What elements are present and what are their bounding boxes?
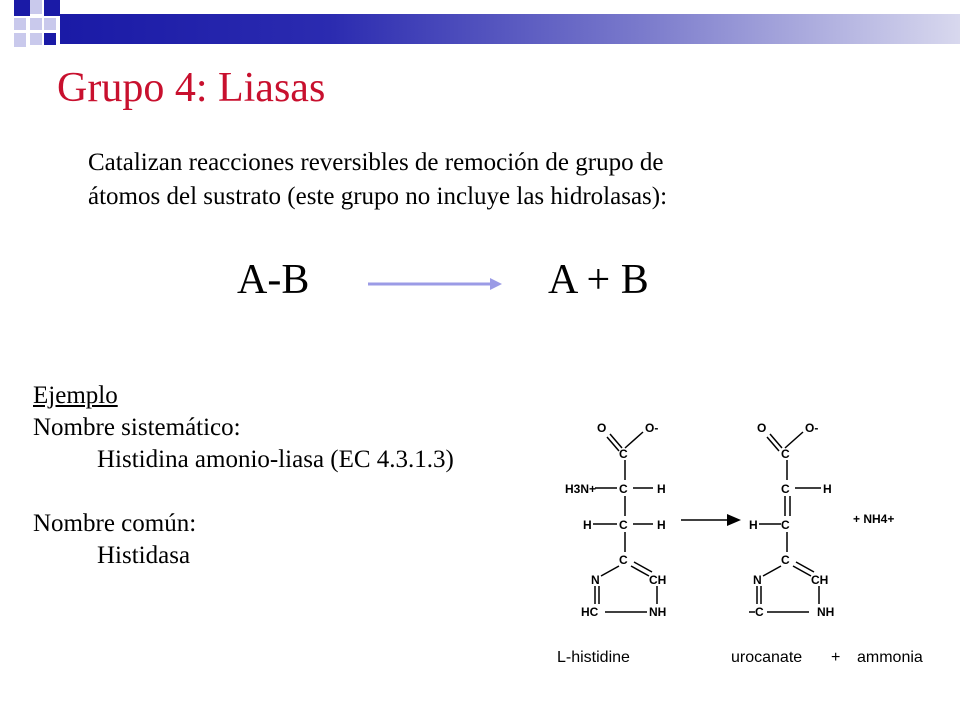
atom-label: C	[619, 482, 628, 496]
product-name: urocanate	[731, 649, 803, 666]
atom-label: N	[591, 573, 600, 587]
atom-label: C	[781, 447, 790, 461]
decor-square	[30, 33, 42, 45]
decor-square	[30, 18, 42, 30]
atom-label: C	[781, 553, 790, 567]
atom-label: H	[657, 482, 666, 496]
systematic-name-label: Nombre sistemático:	[33, 414, 241, 441]
atom-label: C	[619, 518, 628, 532]
common-name-label: Nombre común:	[33, 510, 197, 537]
example-heading: Ejemplo	[33, 382, 118, 409]
atom-label: O	[597, 421, 607, 435]
decor-square	[30, 0, 42, 14]
byproduct-name: ammonia	[857, 649, 923, 666]
atom-label: H	[583, 518, 592, 532]
atom-label: H	[657, 518, 666, 532]
atom-label: HC	[581, 605, 599, 619]
intro-line: átomos del sustrato (este grupo no incluye las hidrolasas):	[88, 183, 668, 210]
atom-label: C	[781, 482, 790, 496]
decor-square	[44, 18, 56, 30]
atom-label: O-	[805, 421, 819, 435]
example-block	[33, 380, 454, 572]
atom-label: O	[757, 421, 767, 435]
atom-label: N	[753, 573, 762, 587]
atom-label: C	[619, 447, 628, 461]
plus-sign: +	[831, 649, 841, 666]
atom-label: C	[755, 605, 764, 619]
atom-label: H	[749, 518, 758, 532]
decor-square	[44, 33, 56, 45]
reaction-diagram	[555, 400, 945, 670]
atom-label: NH	[649, 605, 667, 619]
atom-label: CH	[811, 573, 829, 587]
atom-label: C	[619, 553, 628, 567]
equation-right: A + B	[548, 257, 649, 303]
header-band	[60, 14, 960, 44]
decor-square	[14, 0, 30, 16]
atom-label: CH	[649, 573, 667, 587]
atom-label: H3N+	[565, 482, 597, 496]
equation-left: A-B	[237, 257, 310, 303]
common-name-value: Histidasa	[97, 542, 191, 569]
ammonium-formula: + NH4+	[853, 512, 895, 526]
intro-line: Catalizan reacciones reversibles de remoción de grupo de	[88, 149, 664, 176]
systematic-name-value: Histidina amonio-liasa (EC 4.3.1.3)	[97, 446, 454, 473]
decor-square	[14, 18, 26, 30]
atom-label: H	[823, 482, 832, 496]
decor-square	[14, 33, 26, 47]
substrate-name: L-histidine	[557, 649, 630, 666]
decor-square	[44, 0, 60, 16]
page-title: Grupo 4: Liasas	[57, 65, 326, 111]
reaction-arrow-icon	[368, 276, 504, 292]
atom-label: O-	[645, 421, 659, 435]
atom-label: C	[781, 518, 790, 532]
intro-text	[88, 146, 848, 214]
atom-label: NH	[817, 605, 835, 619]
